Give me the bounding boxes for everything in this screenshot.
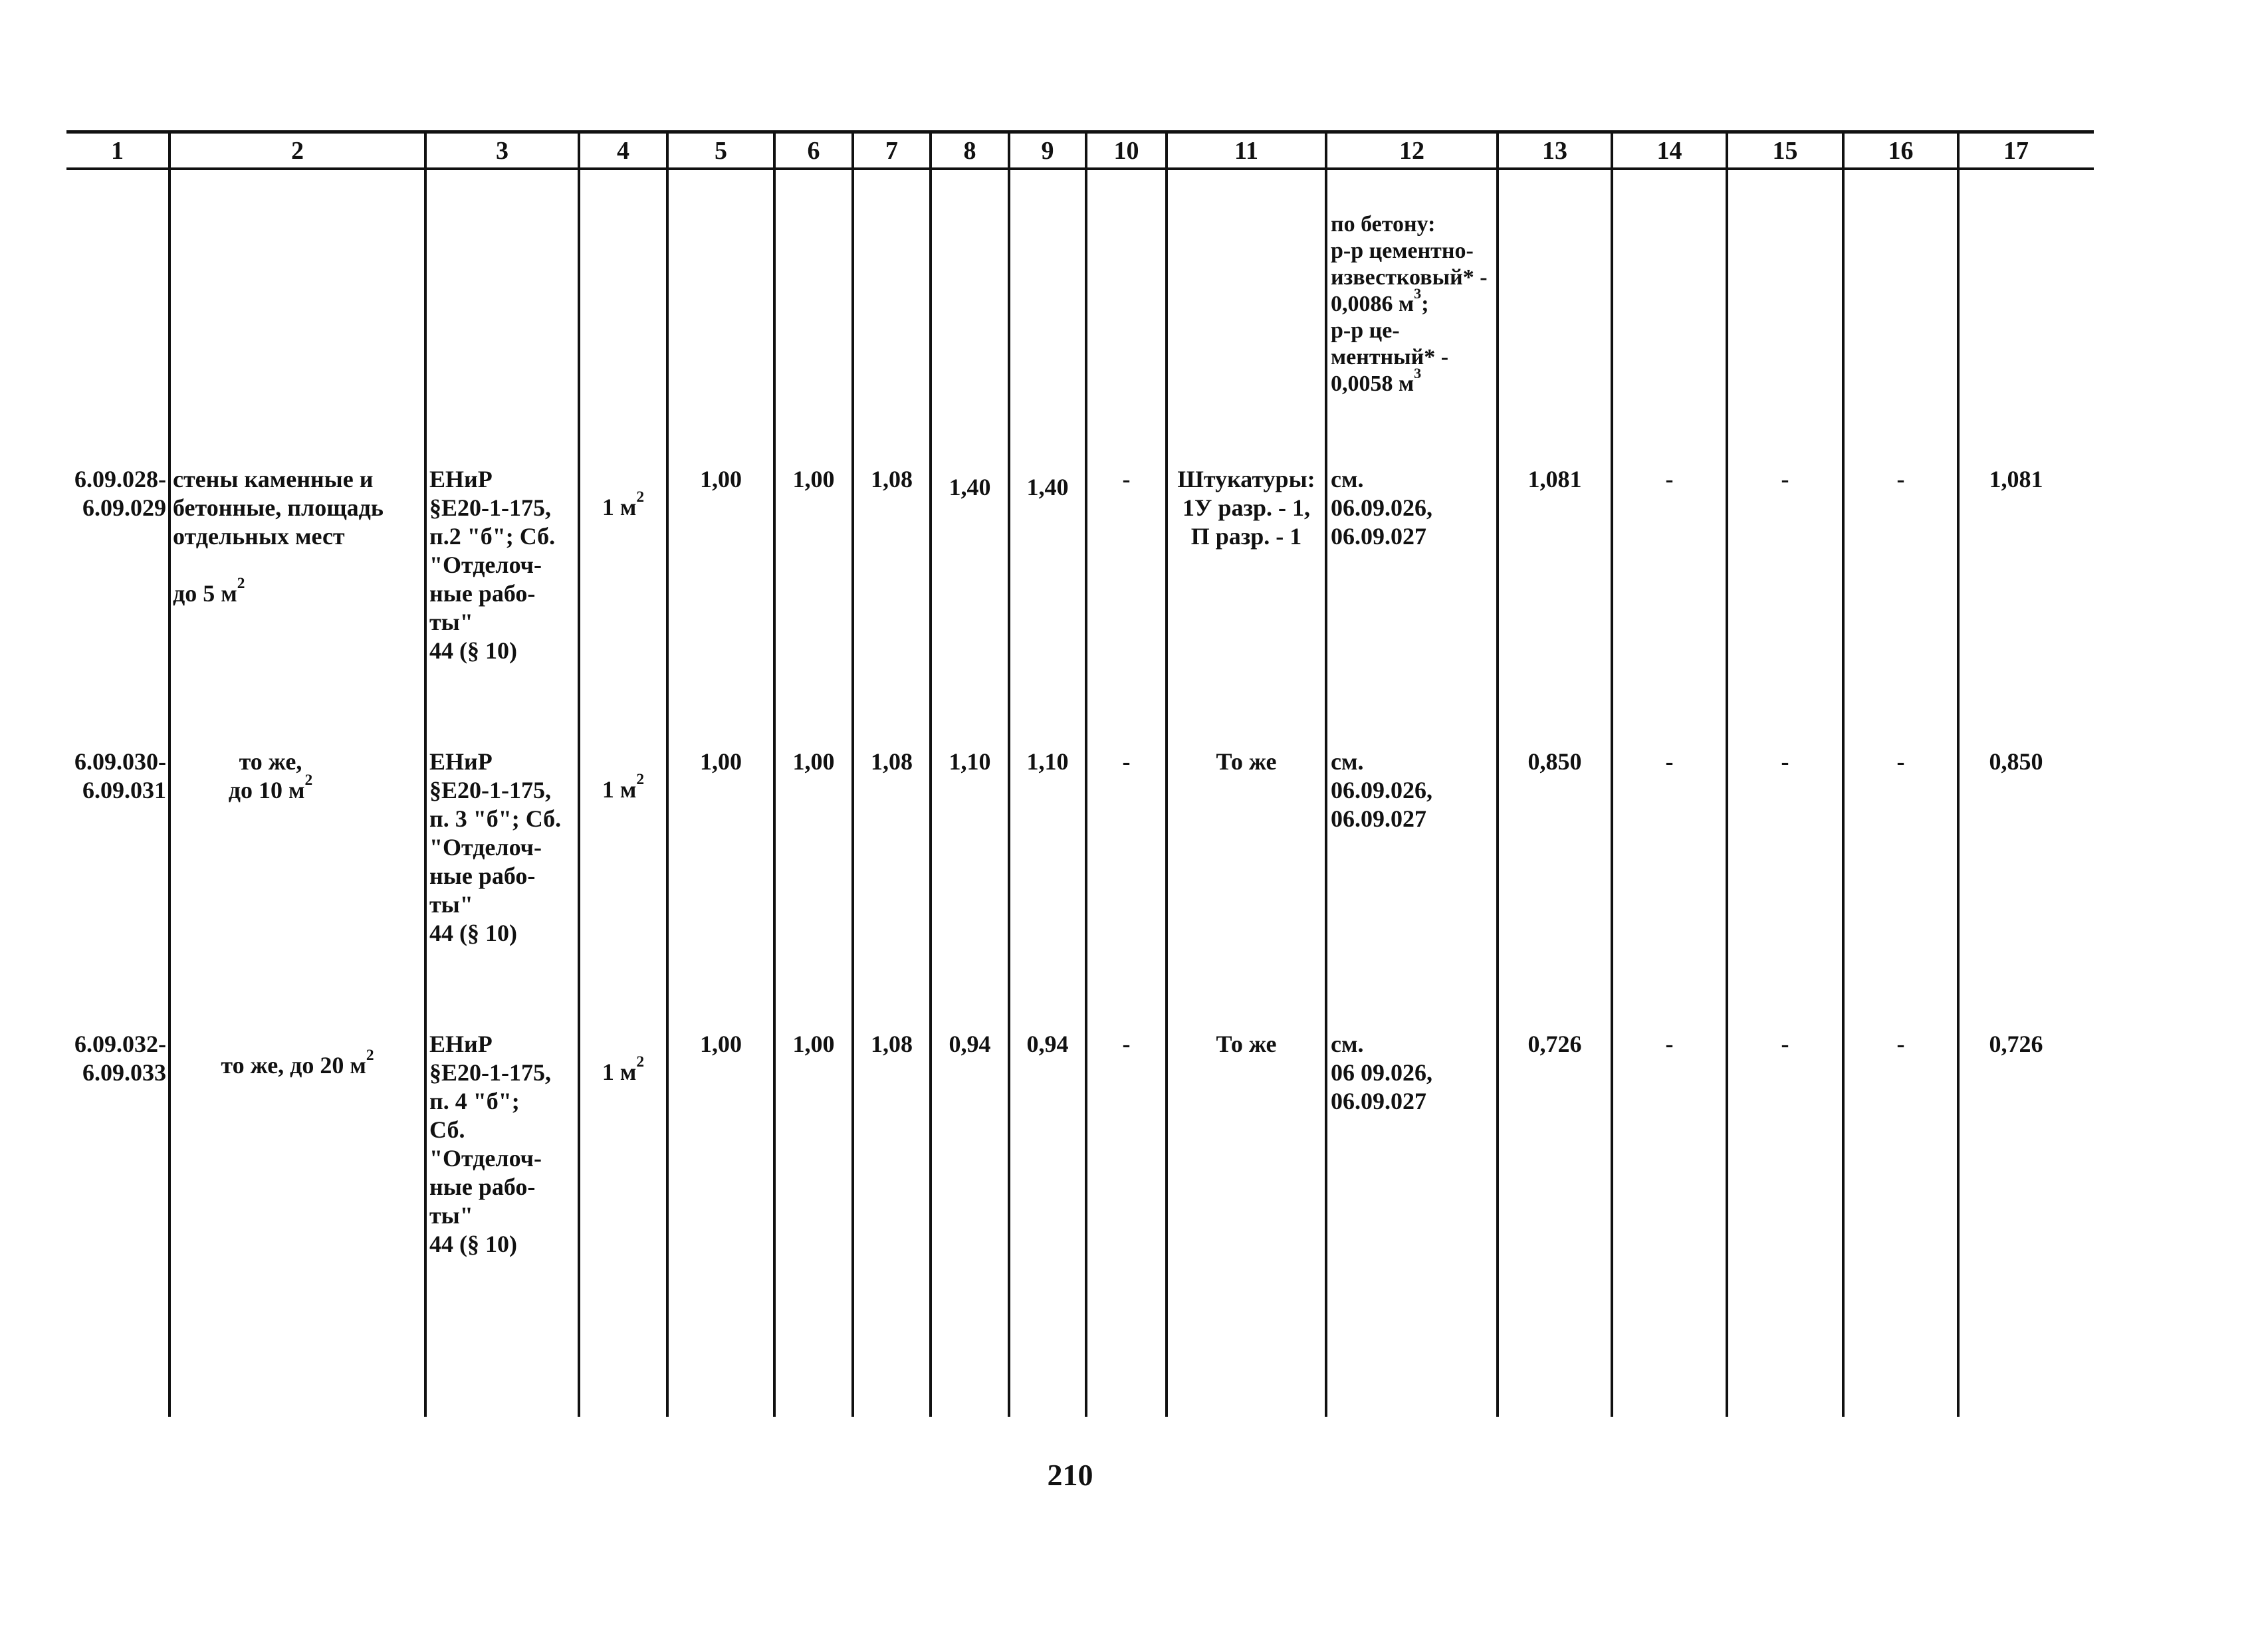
column-header: 7: [885, 137, 898, 165]
column-header: 13: [1542, 137, 1567, 165]
row-value: -: [1781, 466, 1789, 492]
row-value: -: [1781, 1031, 1789, 1057]
row-code: 6.09.028- 6.09.029: [74, 466, 166, 521]
row-unit: 1 $м^2$: [602, 771, 645, 803]
column-divider: [1325, 130, 1327, 1417]
row-value: 0,850: [1989, 748, 2043, 775]
row-value: -: [1896, 1031, 1905, 1057]
row-basis: ЕНиР §Е20-1-175, п. 4 "б"; Сб. "Отделоч- ные рабо- ты" 44 (§ 10): [429, 1031, 551, 1257]
column-header: 3: [496, 137, 508, 165]
row-value: 1,10: [949, 748, 991, 775]
column-header: 14: [1656, 137, 1682, 165]
column-header: 9: [1041, 137, 1054, 165]
row-value: -: [1665, 748, 1674, 775]
column-header: 6: [807, 137, 820, 165]
column-header: 1: [111, 137, 124, 165]
row-value: 1,00: [700, 748, 742, 775]
row-unit: 1 $м^2$: [602, 488, 645, 520]
row-value: 1,00: [700, 1031, 742, 1057]
row-workers: То же: [1216, 1031, 1277, 1057]
column-header: 4: [617, 137, 629, 165]
continuation-note: по бетону: р-р цементно- известковый* - 0,0086 $м^3$; р-р це- ментный* - 0,0058 $м^3$: [1331, 212, 1488, 396]
column-header: 12: [1399, 137, 1424, 165]
column-header: 2: [291, 137, 304, 165]
row-value: 1,00: [792, 1031, 835, 1057]
row-workers: То же: [1216, 748, 1277, 775]
row-value: -: [1665, 1031, 1674, 1057]
row-value: 1,10: [1026, 748, 1069, 775]
row-value: -: [1896, 466, 1905, 492]
row-basis: ЕНиР §Е20-1-175, п.2 "б"; Сб. "Отделоч- ные рабо- ты" 44 (§ 10): [429, 466, 556, 664]
row-value: 1,081: [1989, 466, 2043, 492]
column-header: 5: [715, 137, 727, 165]
row-unit: 1 $м^2$: [602, 1053, 645, 1085]
row-value: -: [1122, 1031, 1131, 1057]
row-value: 0,94: [949, 1031, 991, 1057]
row-materials: см. 06 09.026, 06.09.027: [1331, 1031, 1432, 1114]
column-divider: [578, 130, 580, 1417]
column-header: 8: [963, 137, 976, 165]
row-value: -: [1122, 466, 1131, 492]
column-header: 15: [1772, 137, 1798, 165]
row-materials: см. 06.09.026, 06.09.027: [1331, 466, 1432, 550]
row-value: 0,726: [1989, 1031, 2043, 1057]
page-number: 210: [1047, 1458, 1093, 1492]
row-basis: ЕНиР §Е20-1-175, п. 3 "б"; Сб. "Отделоч- ные рабо- ты" 44 (§ 10): [429, 748, 562, 946]
row-value: 1,00: [700, 466, 742, 492]
row-code: 6.09.030- 6.09.031: [74, 748, 166, 803]
row-value: 1,08: [871, 1031, 913, 1057]
row-value: -: [1896, 748, 1905, 775]
row-value: 1,40: [949, 474, 991, 500]
row-value: 1,08: [871, 466, 913, 492]
column-header: 17: [2003, 137, 2029, 165]
row-name: то же, до 10 $м^2$: [228, 748, 313, 803]
row-value: -: [1122, 748, 1131, 775]
row-value: -: [1665, 466, 1674, 492]
row-value: 1,00: [792, 466, 835, 492]
column-header: 16: [1888, 137, 1914, 165]
row-value: 1,081: [1527, 466, 1582, 492]
row-value: 1,40: [1026, 474, 1069, 500]
row-name: то же, до 20 $м^2$: [221, 1047, 374, 1079]
row-code: 6.09.032- 6.09.033: [74, 1031, 166, 1086]
column-header: 11: [1234, 137, 1258, 165]
row-materials: см. 06.09.026, 06.09.027: [1331, 748, 1432, 832]
column-header: 10: [1113, 137, 1139, 165]
row-value: 0,850: [1527, 748, 1582, 775]
row-workers: Штукатуры: 1У разр. - 1, П разр. - 1: [1177, 466, 1315, 550]
row-value: 1,00: [792, 748, 835, 775]
column-divider: [424, 130, 427, 1417]
row-value: 1,08: [871, 748, 913, 775]
row-value: 0,726: [1527, 1031, 1582, 1057]
row-value: 0,94: [1026, 1031, 1069, 1057]
row-name: стены каменные и бетонные, площадь отдельных мест до 5 $м^2$: [173, 466, 384, 607]
row-value: -: [1781, 748, 1789, 775]
